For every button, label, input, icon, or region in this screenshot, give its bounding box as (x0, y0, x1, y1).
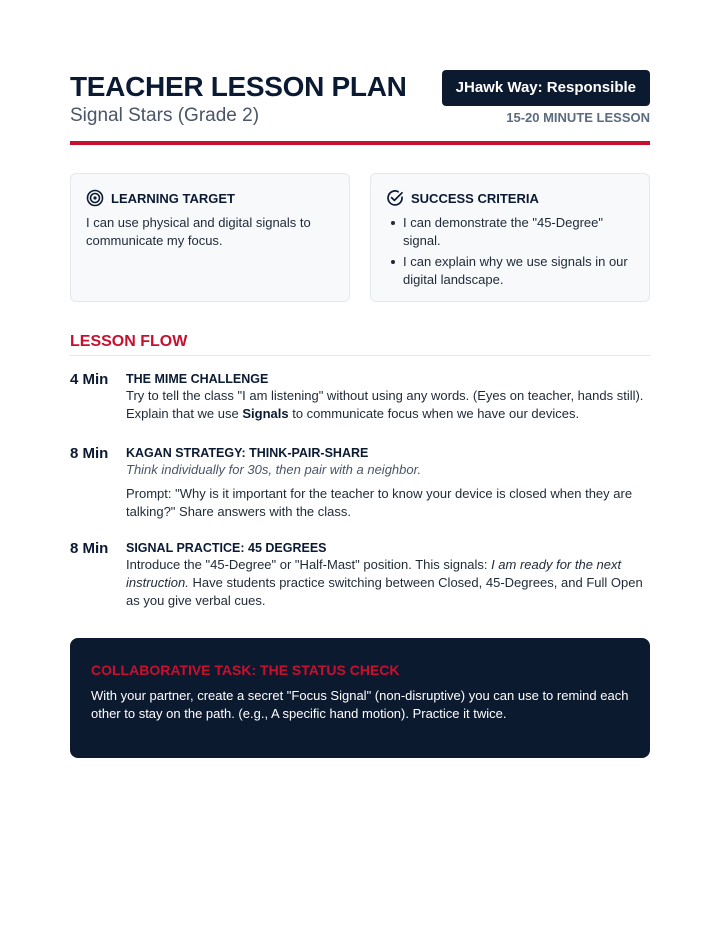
learning-target-header (86, 188, 334, 208)
collaborative-task-box (70, 638, 650, 758)
page-header (70, 70, 650, 130)
step-body (126, 445, 650, 521)
step-text: Introduce the "45-Degree" or "Half-Mast" position. This signals: I am ready for the next instruction. Have students practice switching between Closed, 45-Degrees, and Full Open as you give verbal cues. (126, 557, 643, 608)
step-body (126, 371, 650, 423)
lesson-flow-divider (70, 355, 650, 356)
success-criteria-list (386, 214, 634, 289)
step-text: Prompt: "Why is it important for the teacher to know your device is closed when they are talking?" Share answers with the class. (126, 486, 633, 519)
task-title: COLLABORATIVE TASK: THE STATUS CHECK (91, 662, 400, 678)
step-time: 4 Min (70, 371, 109, 388)
target-icon (86, 189, 104, 207)
task-text: With your partner, create a secret "Focus Signal" (non-disruptive) you can use to remind each other to stay on the path. (e.g., A specific hand motion). Practice it twice. (91, 688, 629, 721)
page-title: TEACHER LESSON PLAN (70, 71, 407, 102)
header-divider (70, 141, 650, 145)
lesson-duration: 15-20 MINUTE LESSON (506, 110, 650, 125)
step-time: 8 Min (70, 540, 109, 557)
learning-target-text: I can use physical and digital signals to communicate my focus. (86, 215, 311, 248)
step-title: THE MIME CHALLENGE (126, 372, 269, 386)
lesson-flow-title: LESSON FLOW (70, 333, 188, 350)
page-subtitle: Signal Stars (Grade 2) (70, 105, 260, 126)
success-criteria-card (370, 173, 650, 302)
step-title: KAGAN STRATEGY: THINK-PAIR-SHARE (126, 446, 369, 460)
success-criteria-header (386, 188, 634, 208)
step-title: SIGNAL PRACTICE: 45 DEGREES (126, 541, 327, 555)
value-badge: JHawk Way: Responsible (442, 70, 650, 106)
step-body (126, 540, 650, 610)
step-note: Think individually for 30s, then pair with a neighbor. (126, 462, 422, 477)
step-time: 8 Min (70, 445, 109, 462)
list-item: I can explain why we use signals in our digital landscape. (389, 253, 634, 289)
step-text: Try to tell the class "I am listening" without using any words. (Eyes on teacher, hands still). Explain that we use Signals to communicate focus when we have our devices. (126, 388, 644, 421)
check-circle-icon (386, 189, 404, 207)
learning-target-card (70, 173, 350, 302)
list-item: I can demonstrate the "45-Degree" signal. (389, 214, 634, 250)
learning-target-label: LEARNING TARGET (111, 190, 235, 206)
success-criteria-label: SUCCESS CRITERIA (411, 190, 539, 206)
